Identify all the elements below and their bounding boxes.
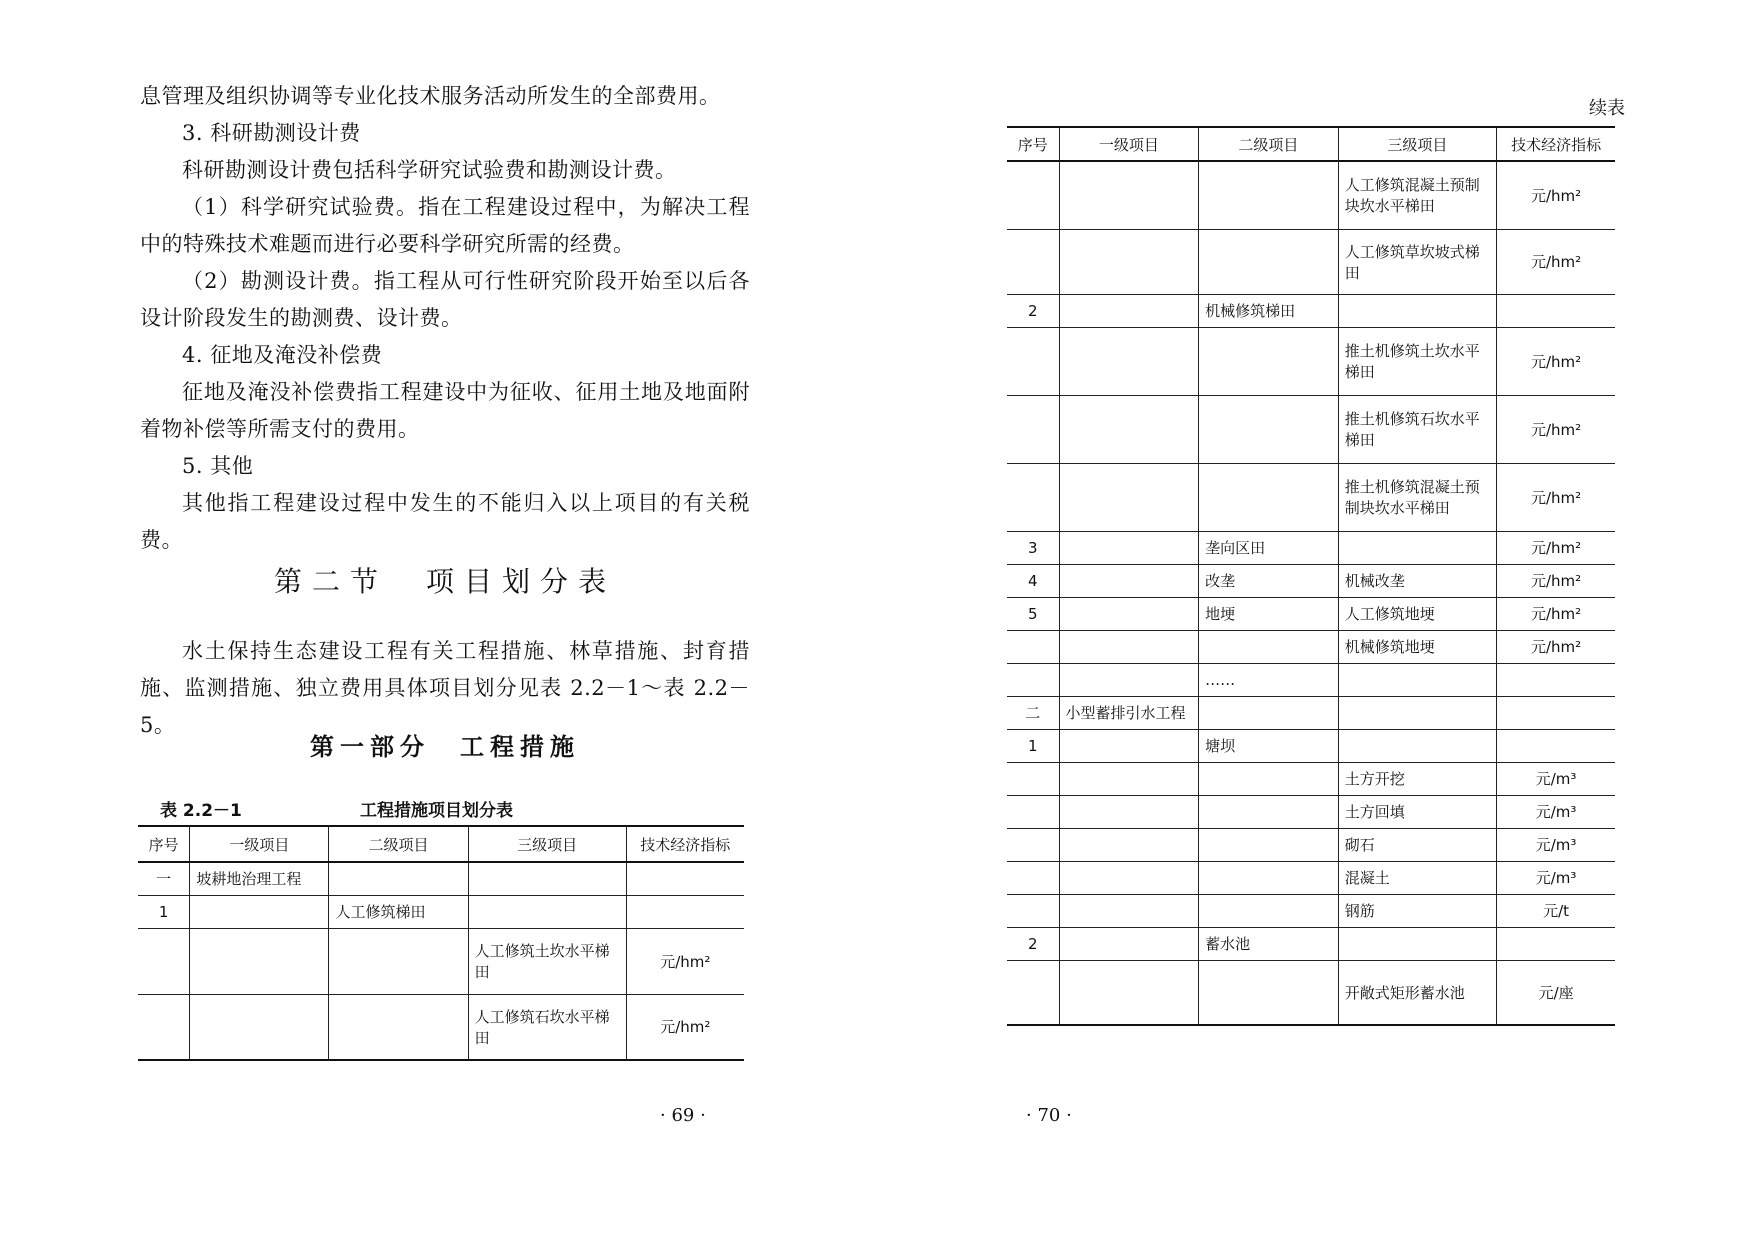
table-cell [1338, 663, 1497, 696]
table-cell [1059, 327, 1199, 395]
table-row [1007, 531, 1615, 564]
table-cell [1007, 960, 1059, 1025]
table-title: 工程措施项目划分表 [360, 801, 513, 821]
table-cell: 元/m³ [1497, 828, 1615, 861]
table-row [1007, 597, 1615, 630]
table-cell: 混凝土 [1338, 861, 1497, 894]
table-cell: 元/hm² [1497, 161, 1615, 229]
table-cell: 一 [138, 862, 190, 895]
table-cell [1338, 294, 1497, 327]
table-cell [1059, 861, 1199, 894]
table-row [1007, 630, 1615, 663]
table-cell: 元/hm² [1497, 229, 1615, 294]
paragraph-research-test-fee: （1）科学研究试验费。指在工程建设过程中，为解决工程中的特殊技术难题而进行必要科学研究所需的经费。 [140, 195, 750, 256]
continued-label: 续表 [1589, 98, 1625, 119]
table-cell: 1 [1007, 729, 1059, 762]
heading-research-survey-design: 3. 科研勘测设计费 [182, 121, 361, 145]
table-cell [1199, 229, 1339, 294]
table-cell [190, 994, 329, 1060]
table-header-cell: 技术经济指标 [626, 826, 744, 862]
table-cell: 推土机修筑石坎水平梯田 [1338, 395, 1497, 463]
table-cell: 元/hm² [1497, 531, 1615, 564]
table-row [1007, 696, 1615, 729]
table-cell: 元/m³ [1497, 795, 1615, 828]
table-cell: 地埂 [1199, 597, 1339, 630]
table-cell: 1 [138, 895, 190, 928]
paragraph-survey-design-fee: （2）勘测设计费。指工程从可行性研究阶段开始至以后各设计阶段发生的勘测费、设计费。 [140, 269, 750, 330]
table-header-cell: 一级项目 [190, 826, 329, 862]
table-engineering-measures [138, 825, 744, 1061]
table-cell: 元/hm² [1497, 597, 1615, 630]
table-cell [1199, 696, 1339, 729]
table-cell [1199, 960, 1339, 1025]
table-cell [1497, 294, 1615, 327]
table-cell [1497, 663, 1615, 696]
table-cell [1059, 531, 1199, 564]
table-header-cell: 二级项目 [1199, 127, 1339, 161]
heading-other: 5. 其他 [182, 454, 254, 478]
paragraph-other: 其他指工程建设过程中发生的不能归入以上项目的有关税费。 [140, 491, 750, 552]
table-cell [190, 928, 329, 994]
table-cell [1007, 861, 1059, 894]
table-cell: 人工修筑混凝土预制块坎水平梯田 [1338, 161, 1497, 229]
table-row [1007, 294, 1615, 327]
table-cell [190, 895, 329, 928]
table-cell [1199, 762, 1339, 795]
table-cell: 钢筋 [1338, 894, 1497, 927]
table-cell: 砌石 [1338, 828, 1497, 861]
table-cell [329, 862, 468, 895]
table-cell [1059, 463, 1199, 531]
table-cell [1007, 463, 1059, 531]
table-cell: 改垄 [1199, 564, 1339, 597]
table-cell [626, 895, 744, 928]
table-cell [1059, 927, 1199, 960]
table-engineering-measures-continued [1007, 126, 1615, 1026]
table-cell: 垄向区田 [1199, 531, 1339, 564]
table-header-cell: 技术经济指标 [1497, 127, 1615, 161]
table-cell: 人工修筑梯田 [329, 895, 468, 928]
table-cell [1059, 630, 1199, 663]
table-cell [1007, 663, 1059, 696]
table-cell [1059, 762, 1199, 795]
table-header-cell: 序号 [1007, 127, 1059, 161]
table-cell [1199, 894, 1339, 927]
table-cell [1497, 696, 1615, 729]
table-cell [1059, 161, 1199, 229]
table-cell [1007, 327, 1059, 395]
table-cell [1497, 927, 1615, 960]
paragraph-research-survey-design: 科研勘测设计费包括科学研究试验费和勘测设计费。 [182, 158, 677, 182]
table-cell: 元/座 [1497, 960, 1615, 1025]
table-cell: 推土机修筑混凝土预制块坎水平梯田 [1338, 463, 1497, 531]
table-cell [1059, 395, 1199, 463]
table-cell [1059, 795, 1199, 828]
table-cell: 人工修筑石坎水平梯田 [468, 994, 626, 1060]
table-cell [1059, 597, 1199, 630]
table-cell: 元/hm² [1497, 630, 1615, 663]
table-cell [1199, 463, 1339, 531]
table-cell: 2 [1007, 927, 1059, 960]
table-row [1007, 795, 1615, 828]
table-row [1007, 729, 1615, 762]
table-row [1007, 894, 1615, 927]
table-cell [1497, 729, 1615, 762]
table-row [138, 862, 744, 895]
table-cell: 元/hm² [626, 994, 744, 1060]
table-row [1007, 861, 1615, 894]
table-row [1007, 663, 1615, 696]
table-cell: 元/m³ [1497, 762, 1615, 795]
table-cell: 小型蓄排引水工程 [1059, 696, 1199, 729]
table-cell [1059, 663, 1199, 696]
table-cell [468, 862, 626, 895]
table-cell: 人工修筑草坎坡式梯田 [1338, 229, 1497, 294]
table-cell: 元/hm² [626, 928, 744, 994]
table-cell [626, 862, 744, 895]
table-cell [1059, 960, 1199, 1025]
table-cell [1059, 229, 1199, 294]
table-cell [329, 994, 468, 1060]
table-cell: 元/hm² [1497, 327, 1615, 395]
table-cell [1059, 729, 1199, 762]
table-cell [1007, 229, 1059, 294]
table-cell: 3 [1007, 531, 1059, 564]
table-number: 表 2.2－1 [160, 801, 242, 821]
part-title: 第一部分 工程措施 [310, 733, 580, 761]
table-row [1007, 161, 1615, 229]
table-cell: 土方开挖 [1338, 762, 1497, 795]
table-cell: 元/hm² [1497, 564, 1615, 597]
table-cell: 塘坝 [1199, 729, 1339, 762]
table-cell [1199, 795, 1339, 828]
table-cell [1007, 161, 1059, 229]
table-cell [1338, 531, 1497, 564]
table-cell: 人工修筑土坎水平梯田 [468, 928, 626, 994]
table-cell [1059, 294, 1199, 327]
table-header-cell: 三级项目 [468, 826, 626, 862]
table-cell: 机械改垄 [1338, 564, 1497, 597]
table-cell [1199, 861, 1339, 894]
table-cell: 元/m³ [1497, 861, 1615, 894]
table-cell [138, 994, 190, 1060]
table-cell: 蓄水池 [1199, 927, 1339, 960]
table-cell: 坡耕地治理工程 [190, 862, 329, 895]
table-cell [1007, 762, 1059, 795]
table-row [1007, 395, 1615, 463]
table-row [138, 928, 744, 994]
table-cell: 2 [1007, 294, 1059, 327]
table-cell [1199, 395, 1339, 463]
table-header-cell: 序号 [138, 826, 190, 862]
table-cell: 元/hm² [1497, 395, 1615, 463]
table-row [1007, 229, 1615, 294]
paragraph-intro: 水土保持生态建设工程有关工程措施、林草措施、封育措施、监测措施、独立费用具体项目划分见表 2.2－1～表 2.2－5。 [140, 639, 750, 737]
table-cell [1059, 828, 1199, 861]
table-cell: 机械修筑梯田 [1199, 294, 1339, 327]
table-cell [1007, 395, 1059, 463]
paragraph-land-compensation: 征地及淹没补偿费指工程建设中为征收、征用土地及地面附着物补偿等所需支付的费用。 [140, 380, 750, 441]
table-row [1007, 327, 1615, 395]
table-row [1007, 564, 1615, 597]
table-cell [1007, 894, 1059, 927]
table-cell: 机械修筑地埂 [1338, 630, 1497, 663]
table-row [138, 895, 744, 928]
table-header-cell: 三级项目 [1338, 127, 1497, 161]
table-cell [1199, 327, 1339, 395]
table-cell [1199, 828, 1339, 861]
table-cell: …… [1199, 663, 1339, 696]
table-row [138, 994, 744, 1060]
table-cell [1059, 894, 1199, 927]
table-cell [1007, 795, 1059, 828]
table-cell: 土方回填 [1338, 795, 1497, 828]
table-cell [1338, 696, 1497, 729]
section-title: 第二节 项目划分表 [273, 565, 616, 598]
table-cell: 4 [1007, 564, 1059, 597]
table-cell [468, 895, 626, 928]
table-header-cell: 一级项目 [1059, 127, 1199, 161]
table-cell: 元/hm² [1497, 463, 1615, 531]
table-row [1007, 762, 1615, 795]
table-cell [1338, 927, 1497, 960]
table-row [1007, 927, 1615, 960]
table-cell [1007, 630, 1059, 663]
table-cell [329, 928, 468, 994]
table-row [1007, 463, 1615, 531]
paragraph-continuation: 息管理及组织协调等专业化技术服务活动所发生的全部费用。 [140, 84, 721, 108]
table-cell [1338, 729, 1497, 762]
table-cell: 5 [1007, 597, 1059, 630]
heading-land-compensation: 4. 征地及淹没补偿费 [182, 343, 383, 367]
table-cell [1007, 828, 1059, 861]
table-cell: 二 [1007, 696, 1059, 729]
table-row [1007, 960, 1615, 1025]
table-cell: 推土机修筑土坎水平梯田 [1338, 327, 1497, 395]
table-header-cell: 二级项目 [329, 826, 468, 862]
table-row [1007, 828, 1615, 861]
page-number-right: · 70 · [1026, 1105, 1072, 1126]
table-cell [1199, 161, 1339, 229]
page-number-left: · 69 · [660, 1105, 706, 1126]
table-cell: 人工修筑地埂 [1338, 597, 1497, 630]
table-cell: 元/t [1497, 894, 1615, 927]
table-cell: 开敞式矩形蓄水池 [1338, 960, 1497, 1025]
table-cell [138, 928, 190, 994]
table-cell [1059, 564, 1199, 597]
table-cell [1199, 630, 1339, 663]
